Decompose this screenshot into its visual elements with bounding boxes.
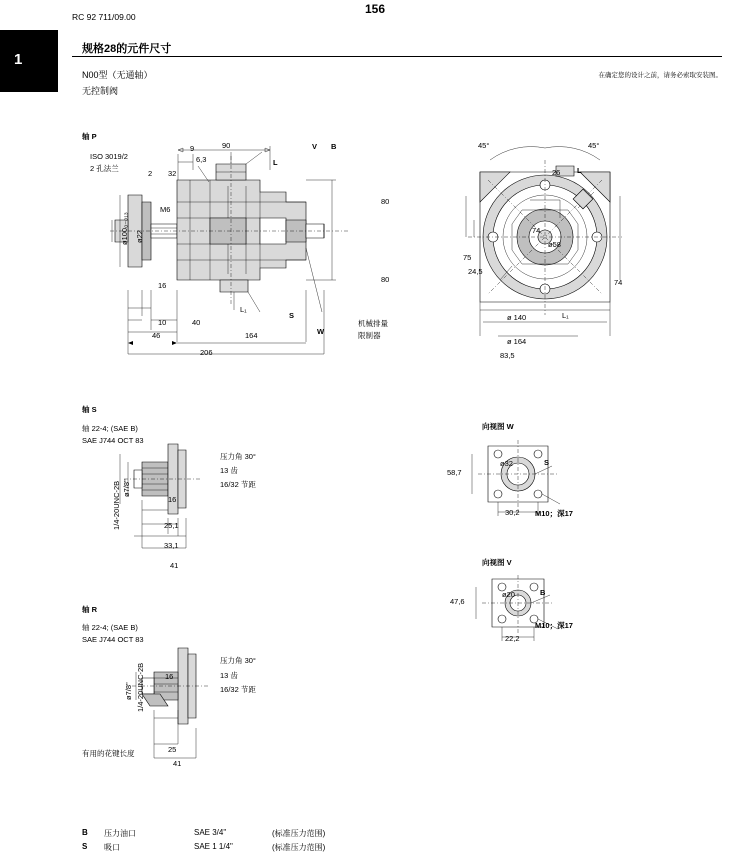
shaft-s-heading: 轴 S [82,405,97,414]
dim-m6: M6 [160,205,171,214]
view-w-S: S [544,458,550,467]
view-v-heading: 向视图 V [482,558,512,567]
spline-s-pitch: 16/32 节距 [220,480,256,489]
callout-V: V [312,142,318,151]
dim-41-s: 41 [170,561,179,570]
dim-16-s: 16 [168,495,177,504]
legend-size-s: SAE 1 1/4" [194,842,233,851]
dim-32: 32 [168,169,177,178]
usable-spline-length: 有用的花键长度 [82,749,135,758]
limiter-label-2: 限制器 [358,331,381,340]
iso-standard-line2: 2 孔法兰 [90,164,119,173]
dim-80-bottom: 80 [381,275,390,284]
document-code: RC 92 711/09.00 [72,12,136,22]
chapter-number: 1 [14,51,23,68]
view-v-d20: ø20 [502,590,515,599]
dim-25-1: 25,1 [164,521,179,530]
legend-desc-b: 压力油口 [104,829,136,838]
dim-26: 26 [552,168,561,177]
spline-r-angle: 压力角 30° [220,656,256,665]
dim-d78-r: ø7/8" [124,682,133,700]
dim-80-top: 80 [381,197,390,206]
dim-9: 9 [190,144,195,153]
shaft-s-line1: 轴 22-4; (SAE B) [82,424,138,433]
shaft-s-line2: SAE J744 OCT 83 [82,436,144,445]
view-w-d32: ø32 [500,459,513,468]
view-v-drawing [460,575,590,661]
legend-row-s [82,842,432,853]
shaft-p-heading: 轴 P [82,132,97,141]
dim-2: 2 [148,169,153,178]
dim-45-right: 45° [588,141,600,150]
dim-58: ø58 [548,240,561,249]
dim-74-top: 74 [532,226,541,235]
shaft-r-heading: 轴 R [82,605,97,614]
installation-note: 在确定您的设计之前，请务必索取安装图。 [598,72,722,79]
limiter-label-1: 机械排量 [358,319,388,328]
view-v-22-2: 22,2 [505,634,520,643]
dim-140: ø 140 [507,313,527,322]
spline-s-angle: 压力角 30° [220,452,256,461]
shaft-r-line2: SAE J744 OCT 83 [82,635,144,644]
dim-10: 10 [158,318,167,327]
callout-B: B [331,142,337,151]
page-number: 156 [364,2,386,16]
dim-41-r: 41 [173,759,182,768]
dim-33-1: 33,1 [164,541,179,550]
header-divider [72,56,722,57]
iso-standard-line1: ISO 3019/2 [90,152,128,161]
dim-6-3: 6,3 [196,155,207,164]
view-v-B: B [540,588,546,597]
subtitle-valve: 无控制阀 [82,86,119,96]
dim-L1-p: L₁ [240,305,247,314]
dim-25-r: 25 [168,745,177,754]
callout-L: L [273,158,278,167]
spline-s-teeth: 13 齿 [220,466,238,475]
dim-74-right: 74 [614,278,623,287]
dim-16: 16 [158,281,167,290]
dim-d22: ø22 [135,230,144,243]
callout-S: S [289,311,295,320]
dim-d100: ø100₀₋₀₁₃ [120,212,129,245]
dim-46: 46 [152,331,161,340]
section-title: 规格28的元件尺寸 [82,43,172,55]
subtitle-model: N00型（无通轴） [82,70,153,80]
view-w-30-2: 30,2 [505,508,520,517]
legend-row-b [82,828,432,839]
spline-r-teeth: 13 齿 [220,671,238,680]
legend-note-s: (标准压力范围) [272,843,326,852]
legend-size-b: SAE 3/4" [194,828,227,837]
view-right-L: L [577,166,582,175]
view-v-47-6: 47,6 [450,597,465,606]
dim-90: 90 [222,141,231,150]
legend-note-b: (标准压力范围) [272,829,326,838]
dim-unc-s: 1/4-20UNC-2B [112,480,121,530]
dim-d78-s: ø7/8" [122,479,131,497]
view-w-58-7: 58,7 [447,468,462,477]
callout-W: W [317,327,325,336]
dim-206: 206 [200,348,213,357]
dim-16-r: 16 [165,672,174,681]
view-right-L1: L₁ [562,311,569,320]
legend-key-b: B [82,828,88,837]
spline-r-pitch: 16/32 节距 [220,685,256,694]
legend-key-s: S [82,842,88,851]
dim-40: 40 [192,318,201,327]
view-w-heading: 向视图 W [482,422,514,431]
dim-164: ø 164 [507,337,527,346]
view-w-thread: M10；深17 [535,509,573,518]
view-v-thread: M10；深17 [535,621,573,630]
dim-45-left: 45° [478,141,490,150]
chapter-tab [0,30,58,92]
shaft-r-line1: 轴 22-4; (SAE B) [82,623,138,632]
dim-unc-r: 1/4-20UNC-2B [136,662,145,712]
dim-24-5: 24,5 [468,267,483,276]
legend-desc-s: 吸口 [104,843,120,852]
dim-83-5: 83,5 [500,351,515,360]
dim-164: 164 [245,331,258,340]
dim-75: 75 [463,253,472,262]
port-legend [82,828,432,856]
